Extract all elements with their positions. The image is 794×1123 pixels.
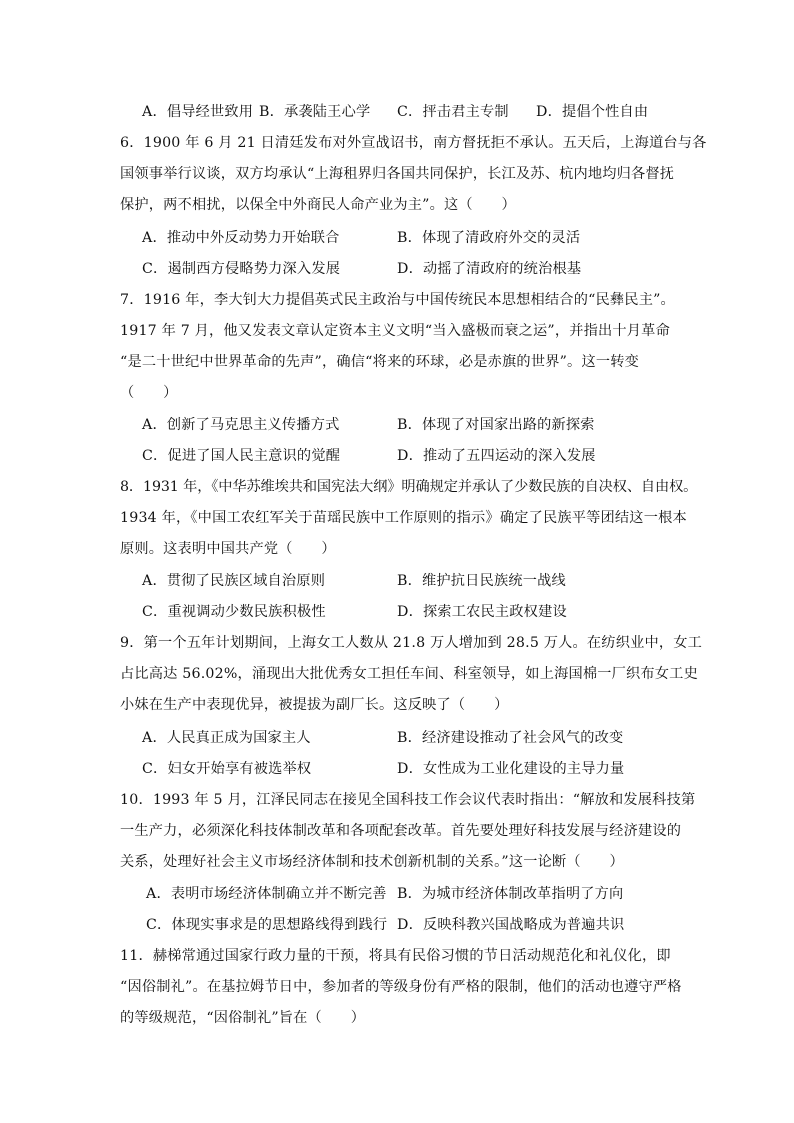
q9-stem-line: 9．第一个五年计划期间，上海女工人数从 21.8 万人增加到 28.5 万人。在纺织业中，女工 <box>120 635 703 651</box>
q10-stem-line: 一生产力，必须深化科技体制改革和各项配套改革。首先要处理好科技发展与经济建设的 <box>120 823 682 839</box>
q6-option-b[interactable]: B．体现了清政府外交的灵活 <box>397 230 581 246</box>
q10-option-b[interactable]: B．为城市经济体制改革指明了方向 <box>397 886 624 902</box>
q7-option-b[interactable]: B．体现了对国家出路的新探索 <box>397 417 595 433</box>
q10-option-a[interactable]: A．表明市场经济体制确立并不断完善 <box>146 886 387 902</box>
q8-stem-line: 1934 年，《中国工农红军关于苗瑶民族中工作原则的指示》确定了民族平等团结这一根本 <box>120 510 687 526</box>
q6-option-d[interactable]: D．动摇了清政府的统治根基 <box>397 261 582 277</box>
q5-option-d[interactable]: D．提倡个性自由 <box>536 104 649 120</box>
q8-option-b[interactable]: B．维护抗日民族统一战线 <box>397 573 566 589</box>
q7-option-a[interactable]: A．创新了马克思主义传播方式 <box>142 417 340 433</box>
q10-option-c[interactable]: C．体现实事求是的思想路线得到践行 <box>146 917 388 933</box>
q9-option-b[interactable]: B．经济建设推动了社会风气的改变 <box>397 730 624 746</box>
q10-option-d[interactable]: D．反映科教兴国战略成为普遍共识 <box>397 917 625 933</box>
q6-stem-line: 保护，两不相扰，以保全中外商民人命产业为主”。这（ ） <box>120 197 516 213</box>
q10-stem-line: 关系，处理好社会主义市场经济体制和技术创新机制的关系。”这一论断（ ） <box>120 854 624 870</box>
q8-option-a[interactable]: A．贯彻了民族区域自治原则 <box>142 573 326 589</box>
q8-stem-line: 8．1931 年，《中华苏维埃共和国宪法大纲》明确规定并承认了少数民族的自决权、自由权。 <box>120 479 698 495</box>
q9-option-c[interactable]: C．妇女开始享有被选举权 <box>142 761 312 777</box>
q7-option-d[interactable]: D．推动了五四运动的深入发展 <box>397 448 596 464</box>
q11-stem-line: “因俗制礼”。在基拉姆节日中，参加者的等级身份有严格的限制，他们的活动也遵守严格 <box>120 979 682 995</box>
q6-stem-line: 国领事举行议谈，双方均承认“上海租界归各国共同保护，长江及苏、杭内地均归各督抚 <box>120 166 675 182</box>
q8-stem-line: 原则。这表明中国共产党（ ） <box>120 541 336 557</box>
q7-stem-line: （ ） <box>120 385 178 401</box>
q9-stem-line: 占比高达 56.02%，涌现出大批优秀女工担任车间、科室领导，如上海国棉一厂织布女工史 <box>120 666 698 682</box>
q11-stem-line: 的等级规范，“因俗制礼”旨在（ ） <box>120 1010 366 1026</box>
q6-option-c[interactable]: C．遏制西方侵略势力深入发展 <box>142 261 341 277</box>
q5-option-a[interactable]: A．倡导经世致用 <box>142 104 254 120</box>
q7-stem-line: 1917 年 7 月，他又发表文章认定资本主义文明“当入盛极而衰之运”，并指出十月革命 <box>120 323 670 339</box>
q9-option-a[interactable]: A．人民真正成为国家主人 <box>142 730 311 746</box>
q7-stem-line: 7．1916 年，李大钊大力提倡英式民主政治与中国传统民本思想相结合的“民彝民主”。 <box>120 292 675 308</box>
q11-stem-line: 11．赫梯常通过国家行政力量的干预，将具有民俗习惯的节日活动规范化和礼仪化，即 <box>120 948 671 964</box>
q7-option-c[interactable]: C．促进了国人民主意识的觉醒 <box>142 448 341 464</box>
q7-stem-line: “是二十世纪中世界革命的先声”，确信“将来的环球，必是赤旗的世界”。这一转变 <box>120 354 639 370</box>
q9-stem-line: 小妹在生产中表现优异，被提拔为副厂长。这反映了（ ） <box>120 697 509 713</box>
q6-stem-line: 6．1900 年 6 月 21 日清廷发布对外宣战诏书，南方督抚拒不承认。五天后，上海道台与各 <box>120 135 707 151</box>
q5-option-c[interactable]: C．抨击君主专制 <box>397 104 509 120</box>
q9-option-d[interactable]: D．女性成为工业化建设的主导力量 <box>397 761 625 777</box>
q10-stem-line: 10．1993 年 5 月，江泽民同志在接见全国科技工作会议代表时指出：“解放和发展科技第 <box>120 792 696 808</box>
q5-option-b[interactable]: B．承袭陆王心学 <box>259 104 371 120</box>
q8-option-c[interactable]: C．重视调动少数民族积极性 <box>142 604 326 620</box>
q6-option-a[interactable]: A．推动中外反动势力开始联合 <box>142 230 340 246</box>
q8-option-d[interactable]: D．探索工农民主政权建设 <box>397 604 567 620</box>
